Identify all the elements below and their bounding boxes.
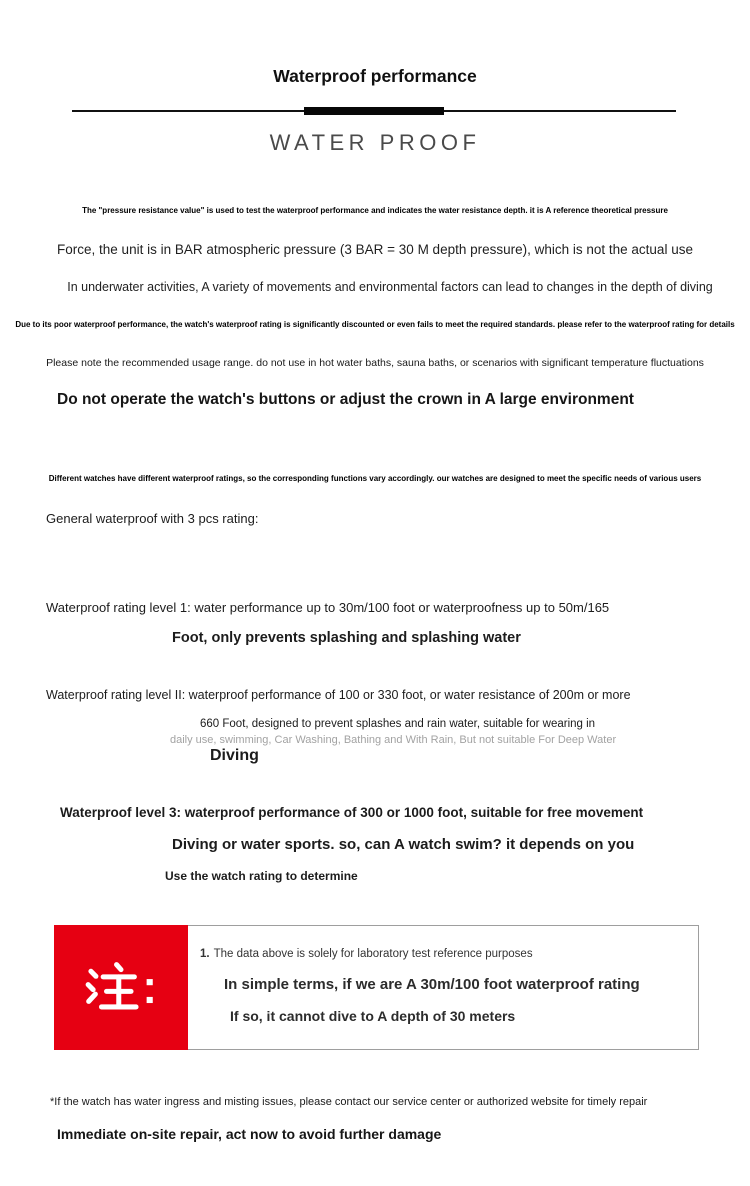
note-content xyxy=(188,925,699,1050)
footer-disclaimer: *If the watch has water ingress and misting issues, please contact our service center or authorized website for timely repair xyxy=(50,1096,648,1108)
usage-range-line: Please note the recommended usage range. do not use in hot water baths, sauna baths, or scenarios with significant temperature fluctuations xyxy=(46,357,704,369)
note-line-2: In simple terms, if we are A 30m/100 foot waterproof rating xyxy=(224,976,640,993)
level2-line3-diving: Diving xyxy=(210,747,259,764)
level3-line2: Diving or water sports. so, can A watch swim? it depends on you xyxy=(172,836,635,853)
level2-line1: Waterproof rating level II: waterproof performance of 100 or 330 foot, or water resistance of 200m or more xyxy=(46,688,631,702)
intro-small-note-2: Due to its poor waterproof performance, the watch's waterproof rating is significantly discounted or even fails to meet the required standards. please refer to the waterproof rating for details xyxy=(15,320,735,329)
page-title: Waterproof performance xyxy=(273,66,477,86)
ratings-intro: General waterproof with 3 pcs rating: xyxy=(46,511,259,526)
level1-line2: Foot, only prevents splashing and splashing water xyxy=(172,630,521,646)
level2-line2: 660 Foot, designed to prevent splashes and rain water, suitable for wearing in xyxy=(200,718,596,730)
note-badge xyxy=(54,925,188,1050)
footer-repair-line: Immediate on-site repair, act now to avoid further damage xyxy=(57,1126,442,1142)
divider-accent-bar xyxy=(304,107,444,115)
ratings-small-note: Different watches have different waterproof ratings, so the corresponding functions vary accordingly. our watches are designed to meet the specific needs of various users xyxy=(48,474,702,483)
level3-line1: Waterproof level 3: waterproof performance of 300 or 1000 foot, suitable for free movement xyxy=(60,805,644,820)
level1-line1: Waterproof rating level 1: water performance up to 30m/100 foot or waterproofness up to 50m/165 xyxy=(46,600,610,615)
note-box xyxy=(54,925,699,1050)
note-item-text: The data above is solely for laboratory test reference purposes xyxy=(213,948,533,960)
level2-clipped-line: daily use, swimming, Car Washing, Bathing and With Rain, But not suitable For Deep Water xyxy=(170,734,617,746)
level3-line3: Use the watch rating to determine xyxy=(165,869,358,883)
intro-small-note-1: The "pressure resistance value" is used to test the waterproof performance and indicates the water resistance depth. it is A reference theoretical pressure xyxy=(82,206,668,215)
note-line-3: If so, it cannot dive to A depth of 30 meters xyxy=(230,1008,516,1024)
intro-underwater-line: In underwater activities, A variety of movements and environmental factors can lead to changes in the depth of diving xyxy=(67,280,713,294)
page-subtitle: WATER PROOF xyxy=(269,130,481,155)
intro-pressure-line: Force, the unit is in BAR atmospheric pressure (3 BAR = 30 M depth pressure), which is not the actual use xyxy=(57,242,693,257)
crown-warning-line: Do not operate the watch's buttons or adjust the crown in A large environment xyxy=(57,391,634,408)
note-item-1 xyxy=(200,948,533,960)
note-item-number: 1. xyxy=(200,948,210,960)
note-cjk-icon xyxy=(82,957,160,1019)
